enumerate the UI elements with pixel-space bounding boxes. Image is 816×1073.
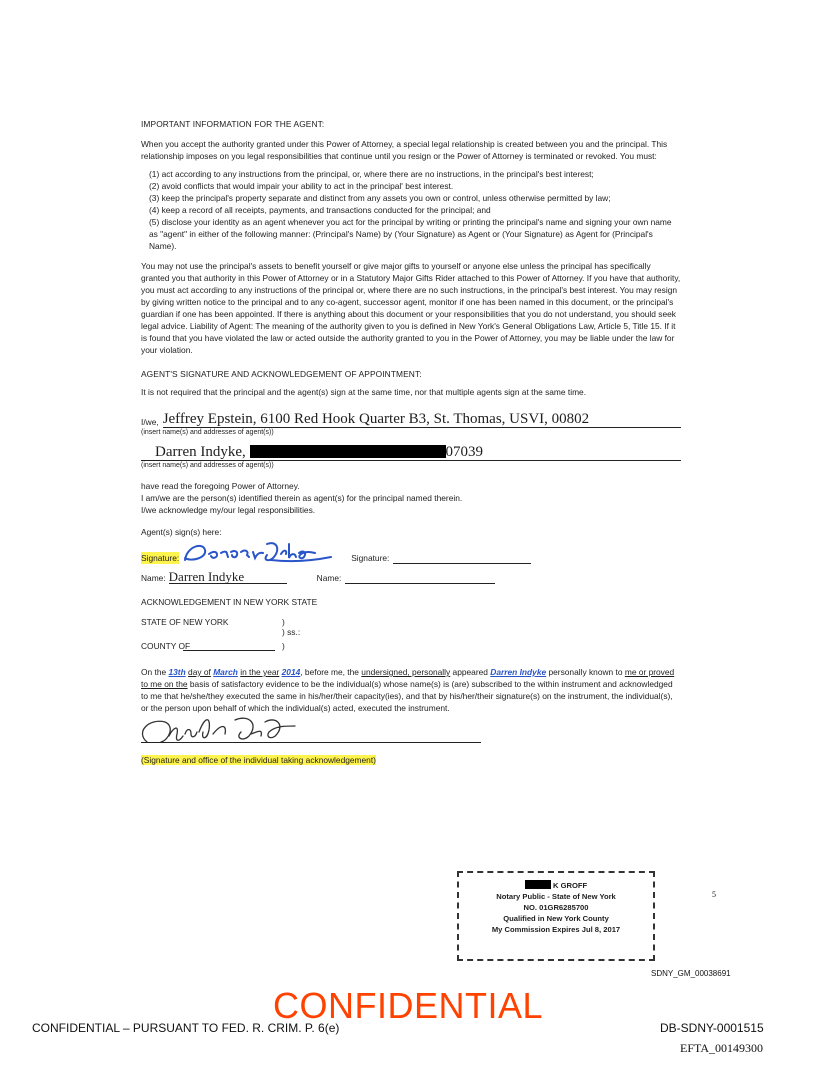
agent-name-address-1: Jeffrey Epstein, 6100 Red Hook Quarter B3, St. Thomas, USVI, 00802 (163, 411, 681, 428)
venue-block (141, 614, 681, 664)
agent-line-2 (141, 443, 681, 461)
agent-line-2-caption: (insert name(s) and addresses of agent(s)) (141, 462, 274, 469)
stamp-county: Qualified in New York County (503, 914, 609, 923)
agent-info-heading: IMPORTANT INFORMATION FOR THE AGENT: (141, 119, 325, 129)
acknowledgement-heading: AGENT'S SIGNATURE AND ACKNOWLEDGEMENT OF APPOINTMENT: (141, 369, 422, 379)
confidentiality-footer: CONFIDENTIAL – PURSUANT TO FED. R. CRIM. P. 6(e) (32, 1021, 340, 1035)
on-the-text: On the (141, 667, 167, 677)
acknowledgement-statement (141, 666, 681, 714)
agent-2-zip: 07039 (445, 444, 484, 460)
in-year-text: in the year (240, 667, 280, 677)
county-blank (183, 640, 275, 651)
iwe-label: I/we, (141, 417, 159, 427)
before-me-text: , before me, the (300, 667, 359, 677)
agent-duties-list (149, 168, 681, 252)
redaction-bar (525, 880, 551, 889)
sign-here-label: Agent(s) sign(s) here: (141, 527, 222, 537)
redaction-bar (250, 445, 446, 458)
document-body (141, 118, 681, 766)
sdny-bates-number: SDNY_GM_00038691 (651, 969, 731, 978)
ny-ack-heading: ACKNOWLEDGEMENT IN NEW YORK STATE (141, 597, 318, 607)
name-label: Name: (141, 573, 166, 583)
venue-paren: ) (282, 617, 285, 627)
stamp-expiration: My Commission Expires Jul 8, 2017 (491, 925, 621, 934)
duty-item: (2) avoid conflicts that would impair your ability to act in the principal' best interest. (149, 181, 454, 191)
agent-2-name: Darren Indyke, (155, 444, 246, 460)
read-line: have read the foregoing Power of Attorney. (141, 481, 300, 491)
agent-line-1-caption: (insert name(s) and addresses of agent(s)) (141, 429, 274, 436)
page-number: 5 (712, 890, 716, 899)
venue-ss: ) ss.: (282, 627, 301, 637)
name-label-2: Name: (316, 573, 342, 583)
stamp-name-tail: K GROFF (552, 881, 588, 890)
handwritten-appeared-name: Darren Indyke (490, 667, 547, 677)
db-bates-number: DB-SDNY-0001515 (660, 1021, 764, 1035)
stamp-notary-name (459, 880, 653, 891)
agent-printed-name: Darren Indyke (169, 571, 287, 584)
acknowledgement-note: It is not required that the principal and the agent(s) sign at the same time, nor that multiple agents sign at the same time. (141, 387, 587, 397)
read-line: I am/we are the person(s) identified therein as agent(s) for the principal named therein. (141, 493, 463, 503)
efta-bates-number: EFTA_00149300 (680, 1041, 764, 1055)
day-of-text: day of (188, 667, 211, 677)
handwritten-month: March (213, 667, 238, 677)
notary-stamp (457, 871, 655, 961)
duty-item: (4) keep a record of all receipts, payments, and transactions conducted for the principal; and (149, 205, 491, 215)
agent-name-address-2 (141, 444, 681, 461)
acknowledgement-body: basis of satisfactory evidence to be the individual(s) whose name(s) is (are) subscribed to the within instrument and acknowledged to me that he/she/they executed the same in his/her/their capacity(ies), and that by his/her/their signature(s) on the instrument, the individual(s), or the person upon behalf of which the individual(s) acted, executed the instrument. (141, 679, 673, 713)
duty-item: (5) disclose your identity as an agent whenever you act for the principal by writing or printing the principal's name and signing your own name as "agent" in either of the following manner: (Principal's Name) by (Your Signature) as Agent or (Your Signature) as Agent for (Principal's Name). (149, 217, 672, 251)
stamp-title: Notary Public - State of New York (496, 892, 616, 901)
signature-blank-2 (393, 563, 531, 564)
personally-text: personally (548, 667, 587, 677)
gifts-paragraph: You may not use the principal's assets to benefit yourself or give major gifts to yourself or anyone else unless the principal has specifically granted you that authority in this Power of Attorney or in a Statutory Major Gifts Rider attached to this Power of Attorney. If you have that authority, you must act according to any instructions of the principal or, where there are no such instructions, in the principal's best interest. You may resign by giving written notice to the principal and to any co-agent, successor agent, monitor if one has been named in this document, or the principal's guardian if one has been appointed. If there is anything about this document or your responsibilities that you do not understand, you should seek legal advice. Liability of Agent: The meaning of the authority given to you is defined in New York's General Obligations Law, Article 5, Title 15. If it is found that you have violated the law or acted outside the authority granted to you in the Power of Attorney, you may be liable under the law for your violation. (141, 261, 681, 355)
proved-text: me or proved to me on the (141, 667, 675, 689)
duty-item: (3) keep the principal's property separate and distinct from any assets you own or control, unless otherwise permitted by law; (149, 193, 611, 203)
agent-signature (181, 540, 339, 564)
handwritten-day: 13th (168, 667, 186, 677)
county-label: COUNTY OF (141, 641, 191, 651)
agent-intro-paragraph: When you accept the authority granted under this Power of Attorney, a special legal relationship is created between you and the principal. This relationship imposes on you legal responsibilities that continue until you resign or the Power of Attorney is terminated or revoked. You must: (141, 139, 668, 161)
undersigned-text: undersigned, personally (361, 667, 451, 677)
officer-caption: (Signature and office of the individual taking acknowledgement) (141, 755, 376, 765)
known-to-text: known to (588, 667, 623, 677)
name-blank-2 (345, 583, 495, 584)
officer-signature-line (141, 742, 481, 743)
venue-paren: ) (282, 641, 285, 651)
confidential-stamp: CONFIDENTIAL (272, 985, 544, 1026)
signature-row (141, 542, 681, 564)
duty-item: (1) act according to any instructions from the principal, or, where there are no instructions, in the principal's best interest; (149, 169, 594, 179)
state-label: STATE OF NEW YORK (141, 617, 229, 627)
signature-label-highlighted: Signature: (141, 553, 180, 563)
read-statements (141, 480, 681, 516)
notary-signature (139, 712, 309, 750)
agent-line-1 (141, 410, 681, 428)
signature-label-2: Signature: (351, 553, 390, 563)
stamp-number: NO. 01GR6285700 (523, 903, 589, 912)
appeared-text: appeared (452, 667, 488, 677)
name-row (141, 566, 681, 584)
officer-signature-block (141, 716, 681, 758)
read-line: I/we acknowledge my/our legal responsibilities. (141, 505, 316, 515)
handwritten-year: 2014 (281, 667, 301, 677)
